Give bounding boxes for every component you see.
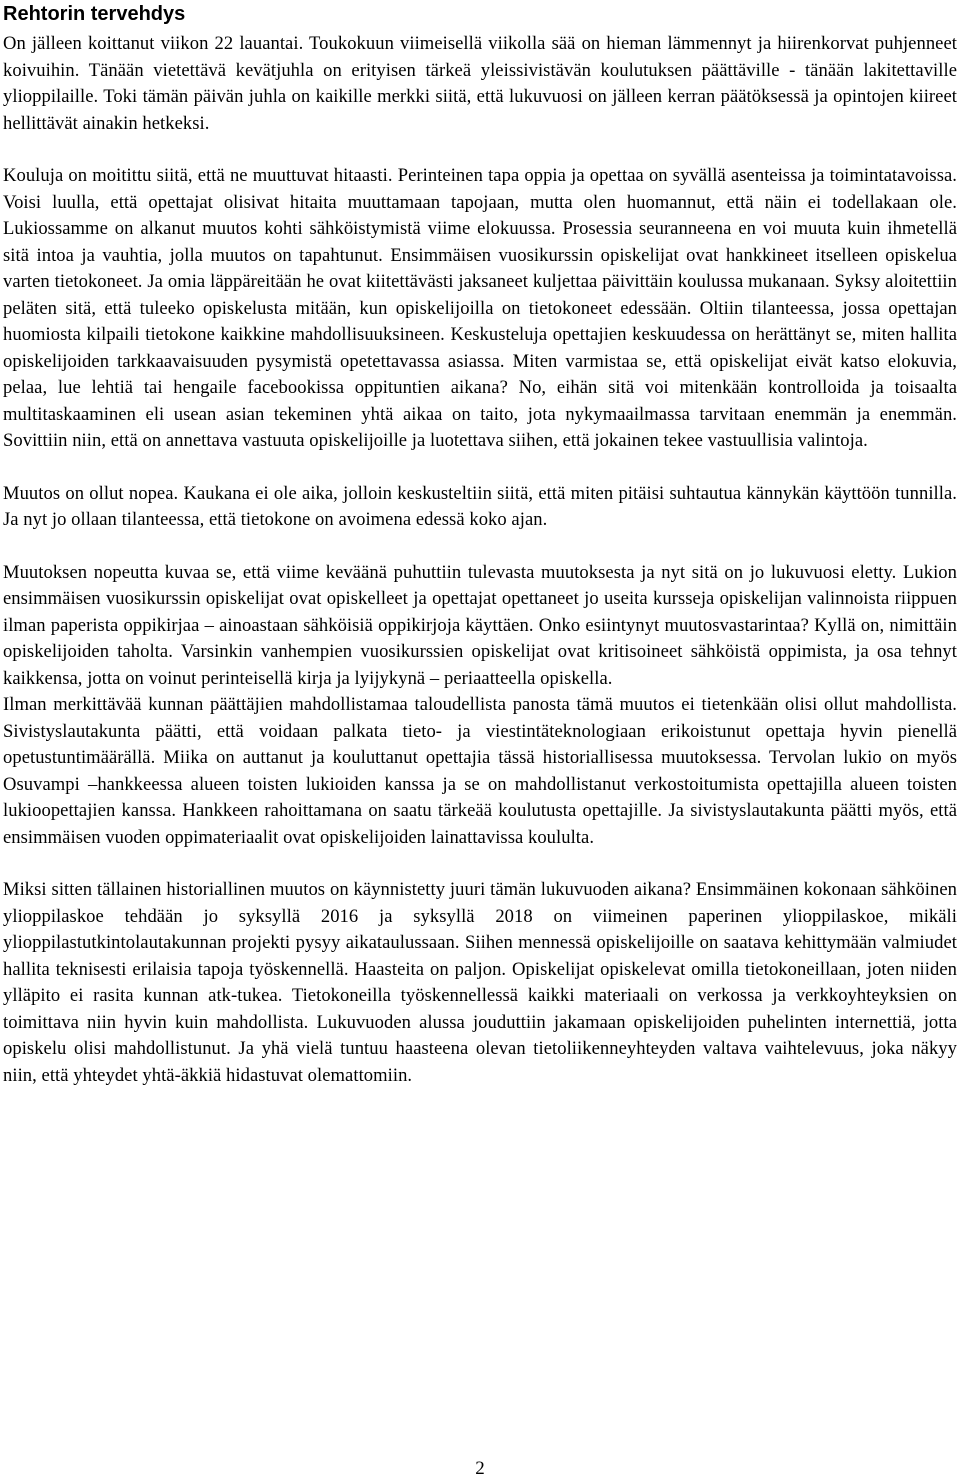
paragraph-change-speed: Muutoksen nopeutta kuvaa se, että viime keväänä puhuttiin tulevasta muutoksesta ja nyt sitä on jo lukuvuosi eletty. Lukion ensimmäisen vuosikurssin opiskelijat ovat opiskelleet ja opettajat opettaneet jo useita kursseja opiskelijan valinnoista riippuen ilman paperista oppikirjaa – ainoastaan sähköisiä oppikirjoja käyttäen. Onko esiintynyt muutosvastarintaa? Kyllä on, nimittäin opiskelijoiden taholta. Varsinkin vanhempien vuosikurssien opiskelijat ovat kritisoineet sähköistä oppimista, ja osa tehnyt kaikkensa, jotta on voinut perinteisellä kirja ja lyijykynä – periaatteella opiskella. [3,561,957,689]
paragraph-fast-change: Muutos on ollut nopea. Kaukana ei ole aika, jolloin keskusteltiin siitä, että miten pitäisi suhtautua kännykän käyttöön tunnilla. Ja nyt jo ollaan tilanteessa, että tietokone on avoimena edessä koko ajan. [3,482,957,530]
paragraph-intro: On jälleen koittanut viikon 22 lauantai. Toukokuun viimeisellä viikolla sää on hieman lämmennyt ja hiirenkorvat puhjenneet koivuihin. Tänään vietettävä kevätjuhla on erityisen tärkeä yleissivistävän koulutuksen päättäville - tänään lakitettaville ylioppilaille. Toki tämän päivän juhla on kaikille merkki siitä, että lukuvuosi on jälleen kerran päätöksessä ja opintojen kiireet hellittävät ainakin hetkeksi. [3,33,957,134]
paragraph-schools-change: Kouluja on moitittu siitä, että ne muuttuvat hitaasti. Perinteinen tapa oppia ja opettaa on syvällä asenteissa ja toimintatavoissa. Voisi luulla, että opettajat olisivat hitaita muuttamaan tapojaan, mutta olen huomannut, että näin ei todellakaan ole. Lukiossamme on alkanut muutos kohti sähköistymistä viime elokuussa. Prosessia seuranneena en voi muuta kuin ihmetellä sitä intoa ja vauhtia, jolla muutos on tapahtunut. Ensimmäisen vuosikurssin opiskelijat ovat hankkineet itselleen opiskelua varten tietokoneet. Ja omia läppäreitään he ovat kiitettävästi jaksaneet kuljettaa päivittäin koulussa mukanaan. Syksy aloitettiin peläten sitä, että tuleeko opiskelusta mitään, kun opiskelijoilla on tietokoneet edessään. Oltiin tilanteessa, jossa opettajan huomiosta kilpaili tietokone kaikkine mahdollisuuksineen. Keskusteluja opettajien keskuudessa on herättänyt se, miten hallita opiskelijoiden tarkkaavaisuuden pysymistä opetettavassa asiassa. Miten varmistaa se, että opiskelijat eivät katso elokuvia, pelaa, lue lehtiä tai hengaile facebookissa oppituntien aikana? No, eihän sitä voi mitenkään kontrolloida ja toisaalta multitaskaaminen eli usean asian tekeminen yhtä aikaa on taito, jota nykymaailmassa tarvitaan enemmän ja enemmän. Sovittiin niin, että on annettava vastuuta opiskelijoille ja luotettava siihen, että jokainen tekee vastuullisia valintoja. [3,165,957,451]
document-title: Rehtorin tervehdys [3,3,186,25]
page-number: 2 [475,1458,485,1479]
paragraph-why-now: Miksi sitten tällainen historiallinen muutos on käynnistetty juuri tämän lukuvuoden aikana? Ensimmäinen kokonaan sähköinen ylioppilaskoe tehdään jo syksyllä 2016 ja syksyllä 2018 on viimeinen paperinen ylioppilaskoe, mikäli ylioppilastutkintolautakunnan projekti pysyy aikataulussaan. Siihen mennessä opiskelijoille on saatava kehittymään valmiudet hallita teknisesti erilaisia tapoja työskennellä. Haasteita on paljon. Opiskelijat opiskelevat omilla tietokoneillaan, joten niiden ylläpito ei rasita kunnan atk-tukea. Tietokoneilla työskennellessä kaikki materiaali on verkossa ja verkkoyhteyksien on toimittava niin hyvin kuin mahdollista. Lukuvuoden alussa jouduttiin jakamaan opiskelijoiden puhelinten internettiä, jotta opiskelu olisi mahdollistunut. Ja yhä vielä tuntuu haasteena olevan tietoliikenneyhteyden valtava vaihtelevuus, joka näkyy niin, että yhteydet yhtä-äkkiä hidastuvat olemattomiin. [3,879,957,1086]
document-page [3,0,957,1115]
paragraph-funding: Ilman merkittävää kunnan päättäjien mahdollistamaa taloudellista panosta tämä muutos ei tietenkään olisi ollut mahdollista. Sivistyslautakunta päätti, että voidaan palkata tieto- ja viestintäteknologiaan erikoistunut opettaja hyvin pienellä opetustuntimäärällä. Miika on auttanut ja kouluttanut opettajia tässä historiallisessa muutoksessa. Tervolan lukio on myös Osuvampi –hankkeessa alueen toisten lukioiden kanssa ja se on mahdollistanut verkostoitumista opettajilla alueen toisten lukioopettajien kanssa. Hankkeen rahoittamana on saatu tärkeää koulutusta opettajille. Ja sivistyslautakunta päätti myös, että ensimmäisen vuoden oppimateriaalit ovat opiskelijoiden lainattavissa koululta. [3,694,957,848]
